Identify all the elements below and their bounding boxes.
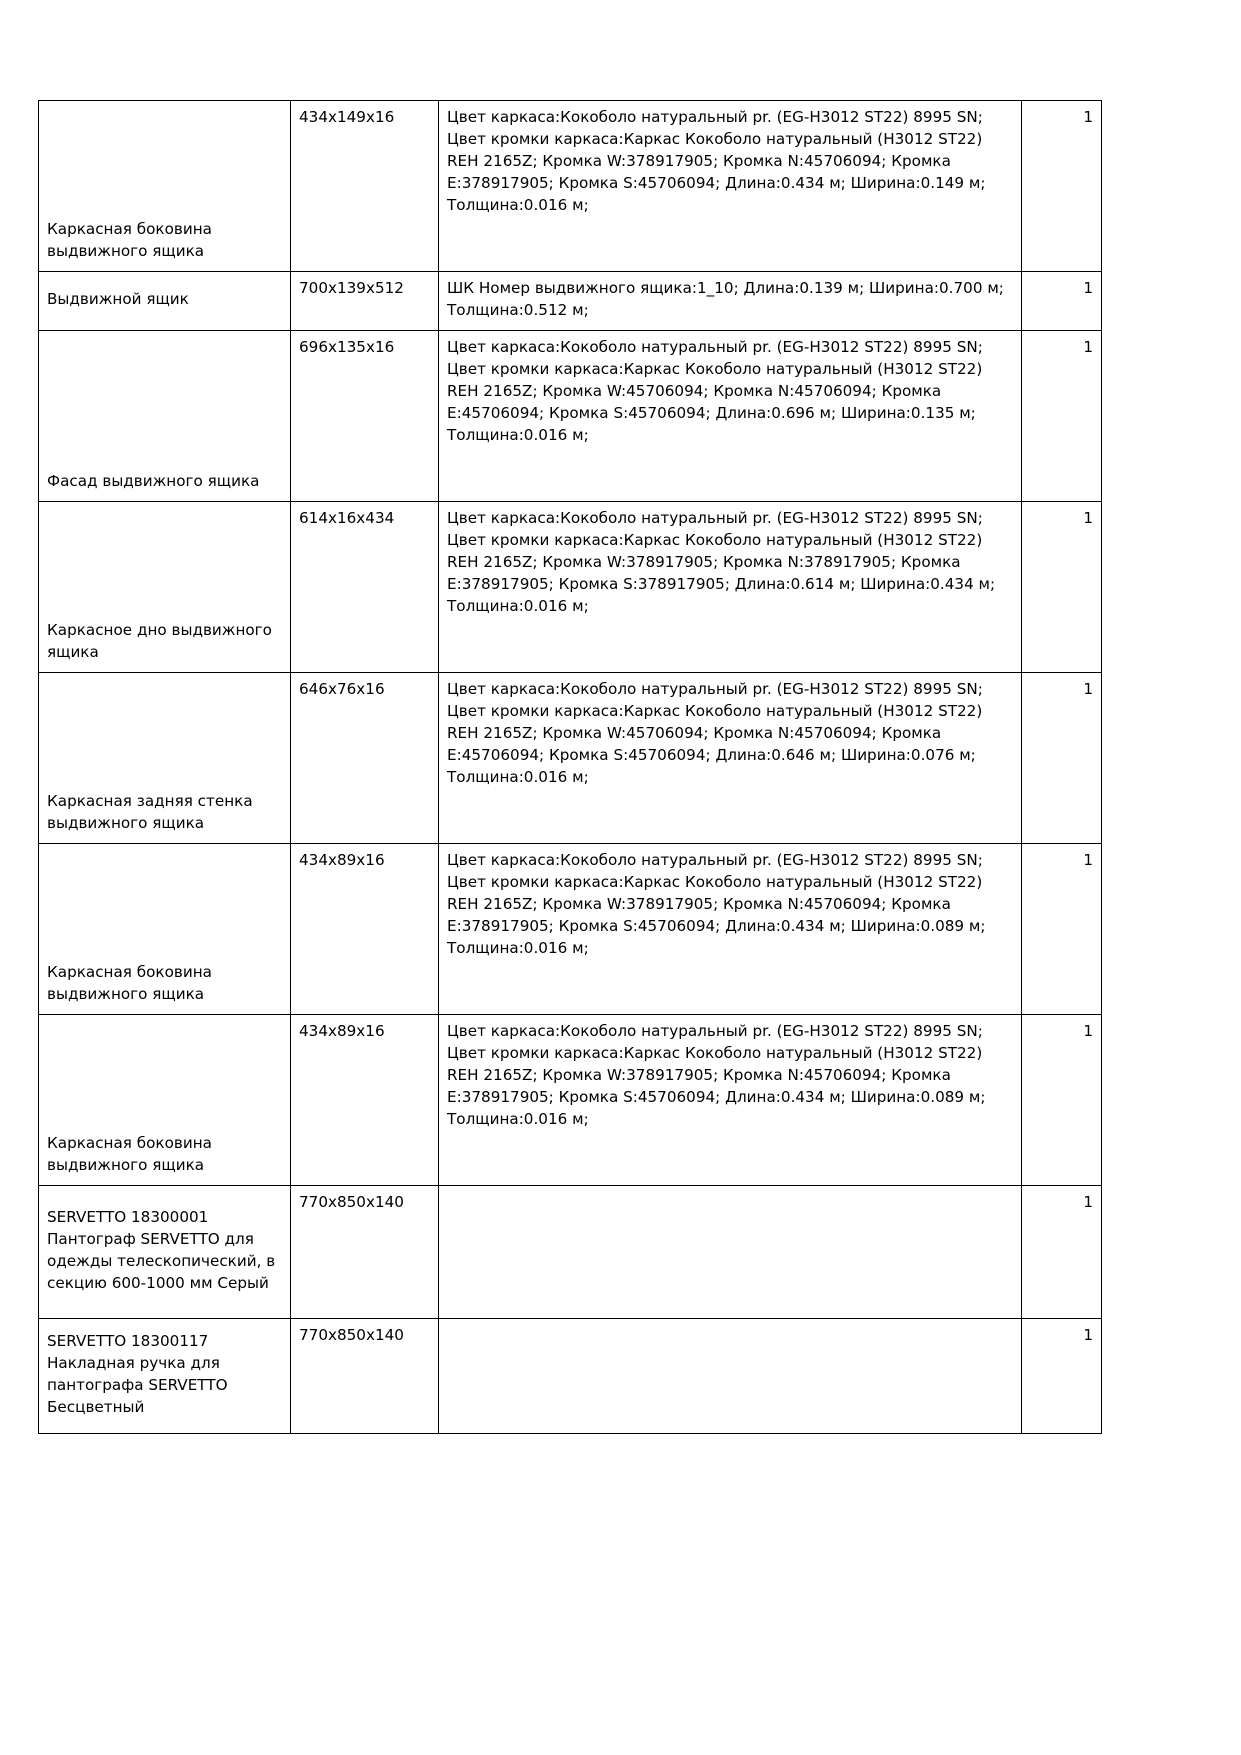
part-dimensions: 434x89x16	[291, 844, 439, 1015]
part-dimensions: 434x89x16	[291, 1015, 439, 1186]
part-name: Каркасная боковина выдвижного ящика	[39, 1015, 291, 1186]
part-quantity: 1	[1022, 844, 1102, 1015]
part-spec: ШК Номер выдвижного ящика:1_10; Длина:0.139 м; Ширина:0.700 м; Толщина:0.512 м;	[439, 272, 1022, 331]
part-name: Выдвижной ящик	[39, 272, 291, 331]
part-dimensions: 614x16x434	[291, 502, 439, 673]
parts-table	[38, 100, 1102, 1434]
part-dimensions: 646x76x16	[291, 673, 439, 844]
part-quantity: 1	[1022, 1015, 1102, 1186]
table-row	[39, 331, 1102, 502]
table-row	[39, 502, 1102, 673]
part-quantity: 1	[1022, 1186, 1102, 1319]
table-row	[39, 101, 1102, 272]
table-row	[39, 673, 1102, 844]
part-dimensions: 700x139x512	[291, 272, 439, 331]
part-spec	[439, 1186, 1022, 1319]
part-spec: Цвет каркаса:Кокоболо натуральный pr. (EG-H3012 ST22) 8995 SN; Цвет кромки каркаса:Каркас Кокоболо натуральный (H3012 ST22) REH 2165Z; Кромка W:378917905; Кромка N:45706094; Кромка E:378917905; Кромка S:45706094; Длина:0.434 м; Ширина:0.149 м; Толщина:0.016 м;	[439, 101, 1022, 272]
part-spec	[439, 1319, 1022, 1434]
part-dimensions: 696x135x16	[291, 331, 439, 502]
part-quantity: 1	[1022, 502, 1102, 673]
part-quantity: 1	[1022, 1319, 1102, 1434]
table-row	[39, 1015, 1102, 1186]
part-spec: Цвет каркаса:Кокоболо натуральный pr. (EG-H3012 ST22) 8995 SN; Цвет кромки каркаса:Каркас Кокоболо натуральный (H3012 ST22) REH 2165Z; Кромка W:45706094; Кромка N:45706094; Кромка E:45706094; Кромка S:45706094; Длина:0.696 м; Ширина:0.135 м; Толщина:0.016 м;	[439, 331, 1022, 502]
part-spec: Цвет каркаса:Кокоболо натуральный pr. (EG-H3012 ST22) 8995 SN; Цвет кромки каркаса:Каркас Кокоболо натуральный (H3012 ST22) REH 2165Z; Кромка W:378917905; Кромка N:45706094; Кромка E:378917905; Кромка S:45706094; Длина:0.434 м; Ширина:0.089 м; Толщина:0.016 м;	[439, 1015, 1022, 1186]
part-name: Каркасная задняя стенка выдвижного ящика	[39, 673, 291, 844]
part-quantity: 1	[1022, 101, 1102, 272]
part-name: Каркасное дно выдвижного ящика	[39, 502, 291, 673]
table-row	[39, 1319, 1102, 1434]
table-row	[39, 272, 1102, 331]
table-row	[39, 1186, 1102, 1319]
part-quantity: 1	[1022, 272, 1102, 331]
part-name: SERVETTO 18300117 Накладная ручка для пантографа SERVETTO Бесцветный	[39, 1319, 291, 1434]
part-quantity: 1	[1022, 331, 1102, 502]
part-spec: Цвет каркаса:Кокоболо натуральный pr. (EG-H3012 ST22) 8995 SN; Цвет кромки каркаса:Каркас Кокоболо натуральный (H3012 ST22) REH 2165Z; Кромка W:45706094; Кромка N:45706094; Кромка E:45706094; Кромка S:45706094; Длина:0.646 м; Ширина:0.076 м; Толщина:0.016 м;	[439, 673, 1022, 844]
part-dimensions: 434x149x16	[291, 101, 439, 272]
part-name: Фасад выдвижного ящика	[39, 331, 291, 502]
part-name: Каркасная боковина выдвижного ящика	[39, 101, 291, 272]
table-row	[39, 844, 1102, 1015]
part-spec: Цвет каркаса:Кокоболо натуральный pr. (EG-H3012 ST22) 8995 SN; Цвет кромки каркаса:Каркас Кокоболо натуральный (H3012 ST22) REH 2165Z; Кромка W:378917905; Кромка N:45706094; Кромка E:378917905; Кромка S:45706094; Длина:0.434 м; Ширина:0.089 м; Толщина:0.016 м;	[439, 844, 1022, 1015]
part-dimensions: 770x850x140	[291, 1319, 439, 1434]
part-dimensions: 770x850x140	[291, 1186, 439, 1319]
part-name: Каркасная боковина выдвижного ящика	[39, 844, 291, 1015]
part-quantity: 1	[1022, 673, 1102, 844]
part-name: SERVETTO 18300001 Пантограф SERVETTO для одежды телескопический, в секцию 600-1000 мм Серый	[39, 1186, 291, 1319]
part-spec: Цвет каркаса:Кокоболо натуральный pr. (EG-H3012 ST22) 8995 SN; Цвет кромки каркаса:Каркас Кокоболо натуральный (H3012 ST22) REH 2165Z; Кромка W:378917905; Кромка N:378917905; Кромка E:378917905; Кромка S:378917905; Длина:0.614 м; Ширина:0.434 м; Толщина:0.016 м;	[439, 502, 1022, 673]
